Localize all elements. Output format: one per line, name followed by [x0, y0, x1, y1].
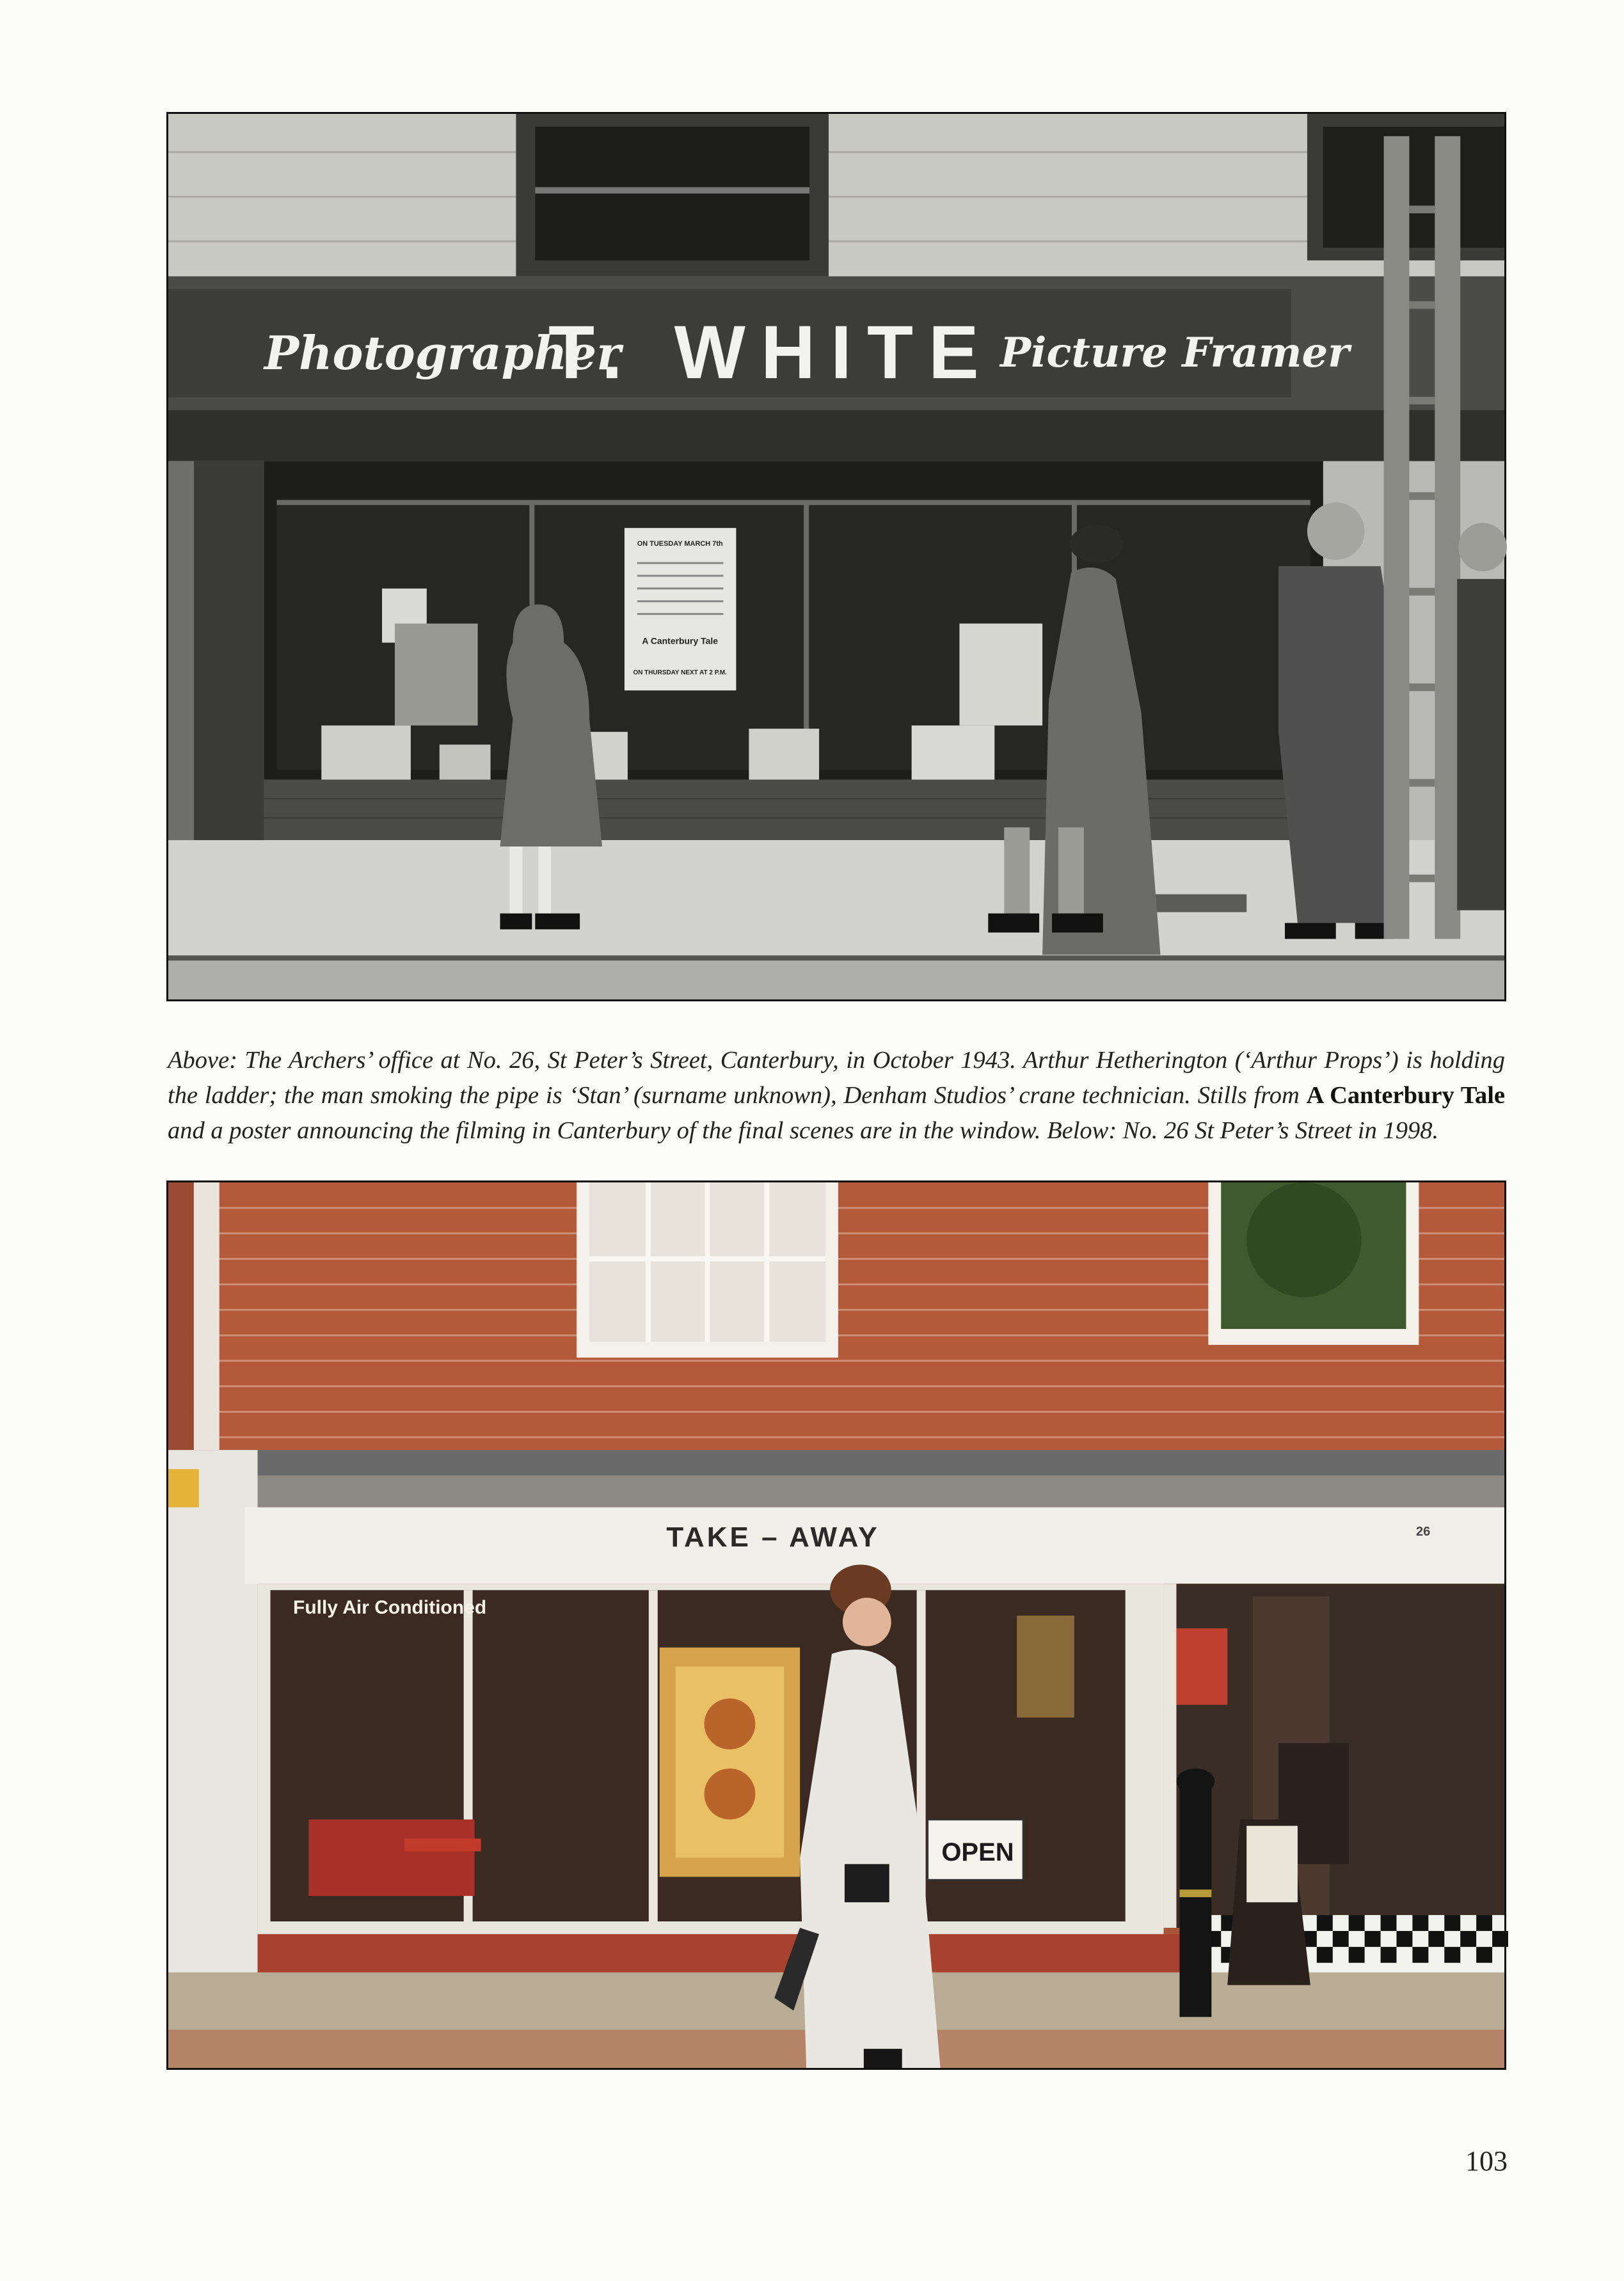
poster-line-2: A Canterbury Tale [642, 635, 718, 646]
caption-film-title: A Canterbury Tale [1306, 1082, 1506, 1109]
takeaway-fascia: TAKE – AWAY [666, 1522, 880, 1553]
open-door-sign: OPEN [941, 1838, 1014, 1866]
photo-1943-shopfront [166, 112, 1506, 1001]
photo-1998-takeaway [166, 1180, 1506, 2070]
caption-text-1: Above: The Archers’ office at No. 26, St Peter’s Street, Canterbury, in October 1943. Arthur Hetherington (‘Arthur Props’) is holding the ladder; the man smoking the pipe is ‘Stan’ (surname unknown), Denham Studios’ crane technician. Stills from [168, 1047, 1505, 1109]
poster-line-1: ON TUESDAY MARCH 7th [637, 540, 723, 548]
film-poster [625, 528, 736, 690]
poster-line-3: ON THURSDAY NEXT AT 2 P.M. [633, 669, 727, 677]
fascia-name: T. WHITE [548, 310, 994, 395]
page-number: 103 [1465, 2145, 1508, 2177]
fascia-photographer: Photographer [264, 325, 621, 380]
photo-caption [168, 1043, 1505, 1148]
house-number-26: 26 [1416, 1525, 1431, 1539]
fascia-picture-framer: Picture Framer [1000, 328, 1349, 377]
caption-text-2: and a poster announcing the filming in Canterbury of the final scenes are in the window. Below: No. 26 St Peter’s Street in 1998. [168, 1117, 1439, 1144]
air-conditioned-window-text: Fully Air Conditioned [293, 1597, 487, 1618]
fascia-sign [264, 308, 1349, 397]
